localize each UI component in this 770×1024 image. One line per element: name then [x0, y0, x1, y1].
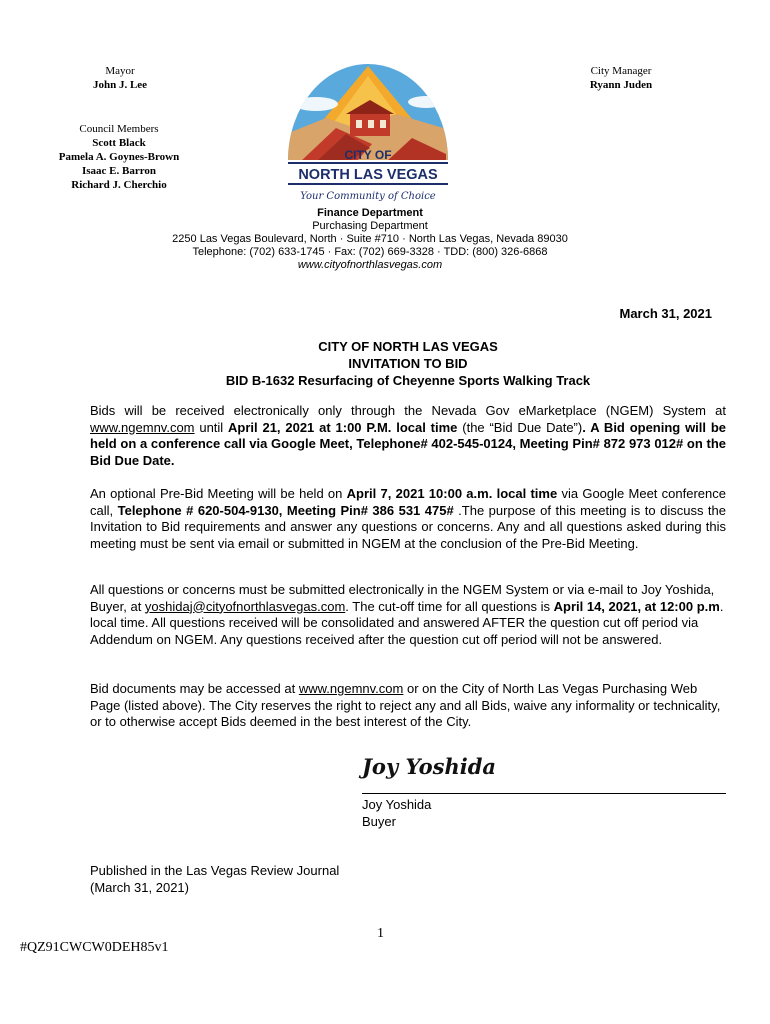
department-website[interactable]: www.cityofnorthlasvegas.com: [297, 259, 443, 271]
council-member: Isaac E. Barron: [81, 165, 157, 177]
text: . The cut-off time for all questions is: [345, 598, 554, 614]
signer-role: Buyer: [362, 814, 396, 829]
text: via Google Meet conference call,: [90, 486, 726, 518]
text: until: [194, 419, 229, 435]
city-manager-name: Ryann Juden: [589, 79, 653, 91]
document-id: #QZ91CWCW0DEH85v1: [20, 940, 169, 955]
ngem-link[interactable]: www.ngemnv.com: [298, 681, 404, 696]
bid-opening-info: . A Bid opening will be held on a conference call via Google Meet, Telephone# 402-545-0124, Meeting Pin# 872 973 012# on the Bid Due Date.: [90, 419, 727, 468]
text: All questions or concerns must be submitted electronically in the NGEM System or via e-mail to Joy Yoshida, Buyer, at: [90, 582, 715, 614]
paragraph-pre-bid-meeting: [90, 486, 726, 552]
title-invitation: INVITATION TO BID: [348, 356, 468, 371]
paragraph-questions: [90, 582, 726, 648]
department-phone: Telephone: (702) 633-1745 · Fax: (702) 669-3328 · TDD: (800) 326-6868: [192, 246, 548, 258]
council-member: Pamela A. Goynes-Brown: [58, 151, 180, 163]
council-members-block: [50, 122, 188, 192]
pre-bid-time: April 7, 2021 10:00 a.m. local time: [346, 486, 558, 501]
document-titles: [150, 338, 666, 389]
logo-tagline: Your Community of Choice: [300, 191, 436, 202]
buyer-email-link[interactable]: yoshidaj@cityofnorthlasvegas.com: [144, 598, 346, 614]
text: .The purpose of this meeting is to discuss the Invitation to Bid requirements and answer any questions or concerns. Any and all questions asked during this meeting must be sent via email or submitted in NGEM at the conclusion of the Pre-Bid Meeting.: [90, 502, 727, 551]
title-bid: BID B-1632 Resurfacing of Cheyenne Sports Walking Track: [225, 373, 591, 388]
logo-line2: NORTH LAS VEGAS: [298, 167, 438, 183]
text: Bids will be received electronically only through the Nevada Gov eMarketplace (NGEM) System at: [90, 403, 726, 418]
letter-date: March 31, 2021: [619, 306, 712, 321]
mayor-title: Mayor: [105, 65, 135, 77]
text: (the “Bid Due Date”): [457, 419, 583, 435]
department-name: Finance Department: [317, 207, 423, 219]
council-member: Scott Black: [92, 137, 146, 149]
city-manager-block: [572, 64, 670, 92]
text: . local time. All questions received will be consolidated and answered AFTER the question cut off period via Addendum on NGEM. Any questions received after the question cut off period will not be answered.: [90, 598, 724, 647]
mayor-block: [64, 64, 176, 92]
question-cutoff-time: April 14, 2021, at 12:00 p.m: [553, 598, 720, 614]
department-info: [100, 207, 640, 272]
bid-due-time: April 21, 2021 at 1:00 P.M. local time: [228, 419, 458, 435]
signer-name: Joy Yoshida: [362, 797, 432, 812]
council-member: Richard J. Cherchio: [71, 179, 167, 191]
signer-block: [362, 796, 431, 830]
page-number: 1: [377, 926, 384, 941]
ngem-link[interactable]: www.ngemnv.com: [90, 419, 195, 435]
council-title: Council Members: [79, 123, 159, 135]
signature-line: [362, 793, 726, 794]
publication-note: [90, 862, 339, 896]
department-sub: Purchasing Department: [312, 220, 428, 232]
city-manager-title: City Manager: [590, 65, 652, 77]
publication-line2: (March 31, 2021): [90, 880, 189, 895]
city-logo: [286, 62, 450, 210]
publication-line1: Published in the Las Vegas Review Journal: [90, 863, 340, 878]
mayor-name: John J. Lee: [92, 79, 148, 91]
handwritten-signature: Joy Yoshida: [362, 754, 496, 779]
logo-line1: CITY OF: [344, 148, 392, 162]
paragraph-bids-received: [90, 403, 726, 469]
pre-bid-call-info: Telephone # 620-504-9130, Meeting Pin# 386 531 475#: [117, 502, 454, 518]
text: An optional Pre-Bid Meeting will be held on: [90, 486, 347, 501]
text: or on the City of North Las Vegas Purchasing Web Page (listed above). The City reserves the right to reject any and all Bids, waive any informality or technicality, or to otherwise accept Bids deemed in the best interest of the City.: [90, 681, 721, 729]
text: Bid documents may be accessed at: [90, 681, 299, 696]
department-address: 2250 Las Vegas Boulevard, North · Suite #710 · North Las Vegas, Nevada 89030: [172, 233, 568, 245]
paragraph-bid-documents: [90, 681, 726, 731]
title-city: CITY OF NORTH LAS VEGAS: [318, 339, 498, 354]
